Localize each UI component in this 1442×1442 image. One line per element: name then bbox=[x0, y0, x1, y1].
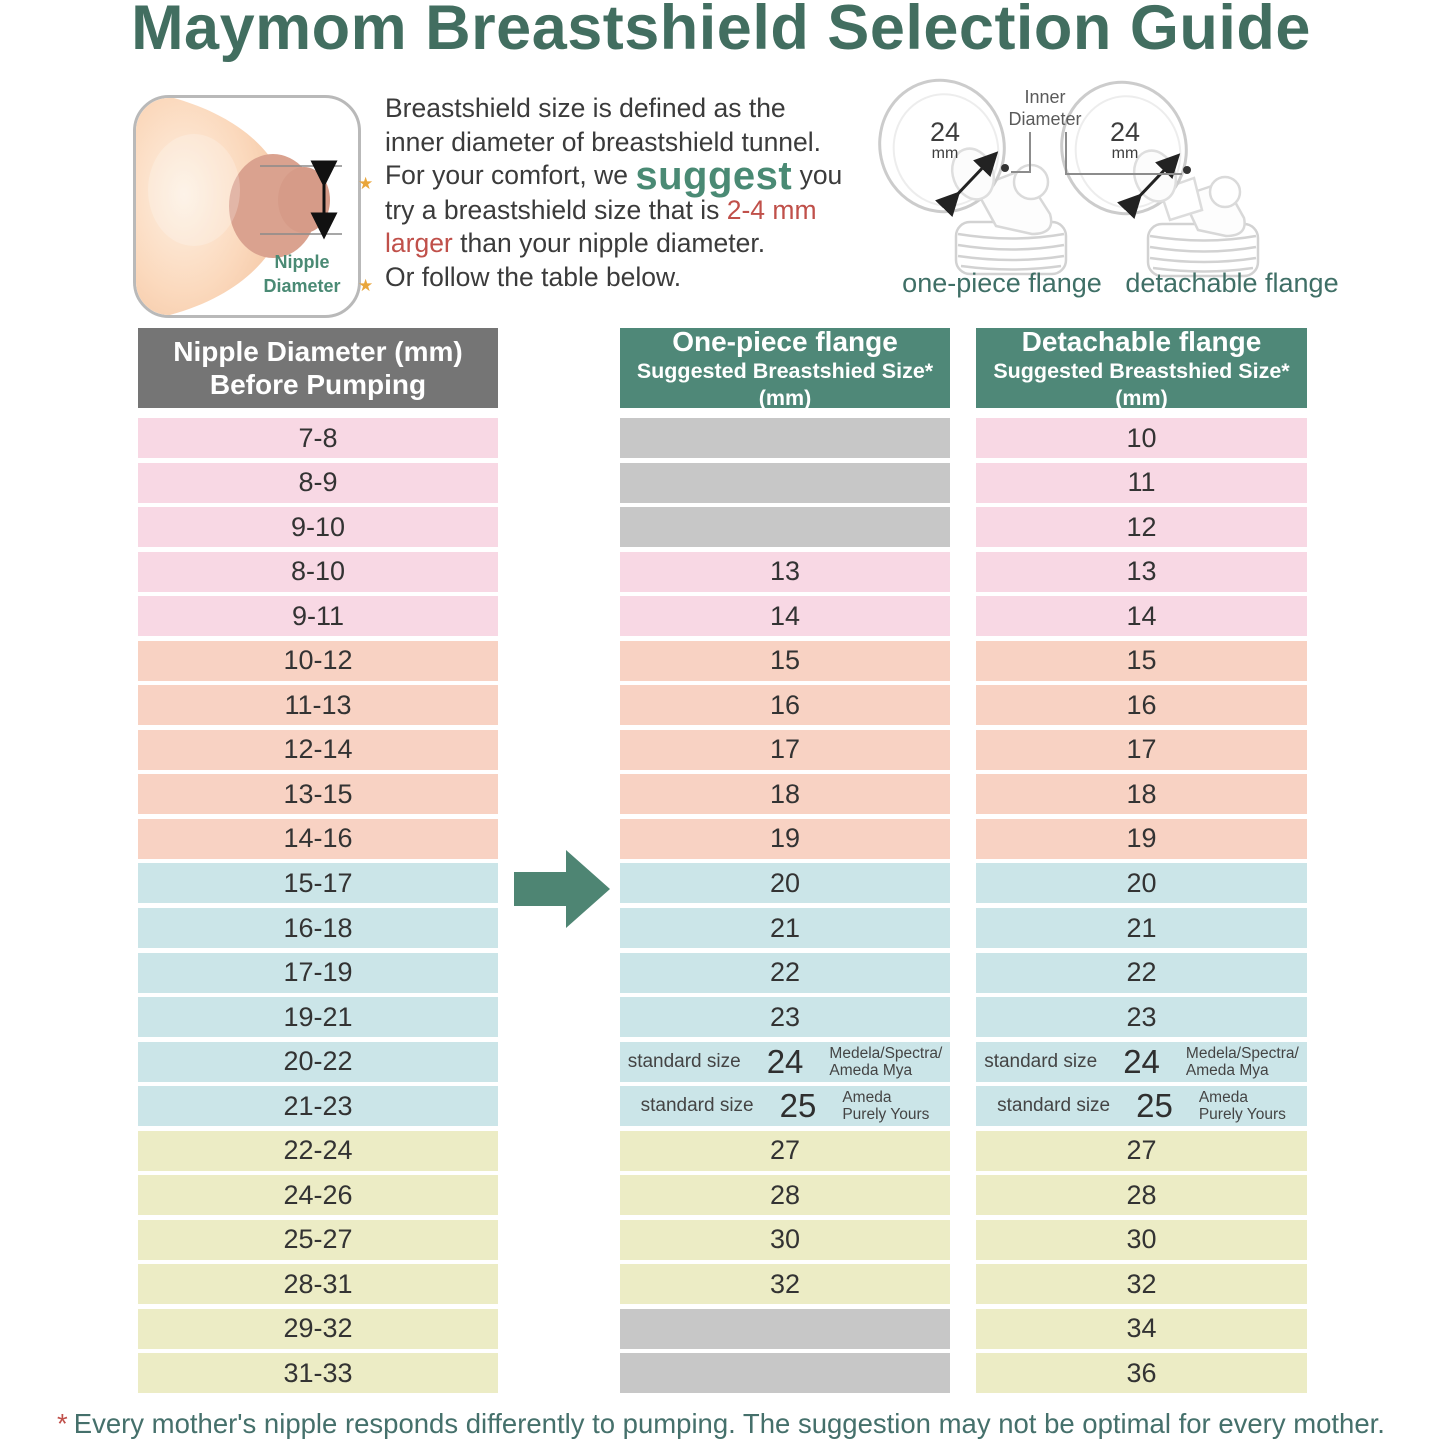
star-icon: ★ bbox=[358, 275, 374, 295]
table-row bbox=[138, 1264, 1327, 1304]
size-value: 24 bbox=[1123, 1042, 1160, 1080]
table-row bbox=[138, 1042, 1327, 1082]
table-row bbox=[138, 819, 1327, 859]
nipple-shape bbox=[278, 167, 330, 233]
intro-line-2: inner diameter of breastshield tunnel. bbox=[385, 126, 822, 157]
detachable-size-cell: 21 bbox=[976, 908, 1307, 948]
detachable-size-cell: 17 bbox=[976, 730, 1307, 770]
one-piece-size-cell: 18 bbox=[620, 774, 950, 814]
one-piece-size-cell-empty bbox=[620, 1353, 950, 1393]
detachable-size-cell: 23 bbox=[976, 997, 1307, 1037]
brand-note: Medela/Spectra/ Ameda Mya bbox=[1185, 1044, 1299, 1079]
nipple-range-cell: 16-18 bbox=[138, 908, 498, 948]
table-row bbox=[138, 1175, 1327, 1215]
detachable-size-cell: 12 bbox=[976, 507, 1307, 547]
nipple-range-cell: 8-10 bbox=[138, 552, 498, 592]
detachable-size-cell: 28 bbox=[976, 1175, 1307, 1215]
intro-bullet-2 bbox=[358, 261, 895, 295]
header-detachable-flange: Detachable flange Suggested Breastshied Size*(mm) bbox=[976, 328, 1307, 408]
one-piece-size-cell: 13 bbox=[620, 552, 950, 592]
header-nipple-diameter: Nipple Diameter (mm) Before Pumping bbox=[138, 328, 498, 408]
detachable-size-cell: 32 bbox=[976, 1264, 1307, 1304]
detachable-size-cell: 13 bbox=[976, 552, 1307, 592]
breast-illustration bbox=[136, 98, 358, 315]
size-value: 24 bbox=[766, 1042, 804, 1080]
right-arrow-icon bbox=[514, 848, 610, 930]
detachable-size-cell: 16 bbox=[976, 685, 1307, 725]
nipple-range-cell: 7-8 bbox=[138, 418, 498, 458]
table-row bbox=[138, 641, 1327, 681]
detachable-size-cell: 30 bbox=[976, 1220, 1307, 1260]
nipple-range-cell: 9-10 bbox=[138, 507, 498, 547]
table-row bbox=[138, 774, 1327, 814]
line5-post: than your nipple diameter. bbox=[452, 228, 766, 258]
intro-line-1: Breastshield size is defined as the bbox=[385, 93, 786, 123]
table-row bbox=[138, 507, 1327, 547]
one-piece-size-cell-empty bbox=[620, 418, 950, 458]
nipple-diameter-diagram bbox=[133, 95, 361, 318]
one-piece-size-cell-empty bbox=[620, 507, 950, 547]
detachable-size-cell: 11 bbox=[976, 463, 1307, 503]
table-row bbox=[138, 1220, 1327, 1260]
one-piece-size-cell: 17 bbox=[620, 730, 950, 770]
one-piece-size-label: 24 mm bbox=[929, 117, 961, 162]
table-row bbox=[138, 1309, 1327, 1349]
detachable-size-cell: 19 bbox=[976, 819, 1307, 859]
nipple-range-cell: 13-15 bbox=[138, 774, 498, 814]
bullet1-post: you bbox=[792, 160, 843, 190]
detachable-size-cell bbox=[976, 1086, 1307, 1126]
line5-highlight: larger bbox=[385, 228, 453, 258]
nipple-range-cell: 22-24 bbox=[138, 1131, 498, 1171]
one-piece-size-cell-empty bbox=[620, 463, 950, 503]
table-row bbox=[138, 418, 1327, 458]
table-row bbox=[138, 685, 1327, 725]
one-piece-size-cell: 15 bbox=[620, 641, 950, 681]
detachable-size-cell: 20 bbox=[976, 863, 1307, 903]
nipple-range-cell: 21-23 bbox=[138, 1086, 498, 1126]
diagram-label-line2: Diameter bbox=[263, 276, 341, 296]
one-piece-size-cell bbox=[620, 1042, 950, 1082]
table-row bbox=[138, 552, 1327, 592]
one-piece-size-cell-empty bbox=[620, 1309, 950, 1349]
footnote bbox=[0, 1408, 1442, 1440]
standard-size-label: standard size bbox=[640, 1095, 754, 1117]
highlight bbox=[148, 134, 240, 246]
nipple-range-cell: 31-33 bbox=[138, 1353, 498, 1393]
detachable-size-label: 24 mm bbox=[1109, 117, 1141, 162]
standard-size-label: standard size bbox=[997, 1095, 1111, 1117]
nipple-range-cell: 10-12 bbox=[138, 641, 498, 681]
bullet2-text: Or follow the table below. bbox=[385, 261, 682, 292]
table-row bbox=[138, 596, 1327, 636]
detachable-flange-caption: detachable flange bbox=[1125, 268, 1339, 298]
nipple-range-cell: 9-11 bbox=[138, 596, 498, 636]
one-piece-size-cell: 30 bbox=[620, 1220, 950, 1260]
detachable-size-cell: 27 bbox=[976, 1131, 1307, 1171]
detachable-size-cell: 18 bbox=[976, 774, 1307, 814]
detachable-size-cell: 22 bbox=[976, 953, 1307, 993]
intro-line-5 bbox=[385, 227, 895, 261]
table-row bbox=[138, 953, 1327, 993]
brand-note: Ameda Purely Yours bbox=[1198, 1089, 1286, 1124]
detachable-size-cell: 14 bbox=[976, 596, 1307, 636]
nipple-range-cell: 28-31 bbox=[138, 1264, 498, 1304]
table-row bbox=[138, 1353, 1327, 1393]
detachable-size-cell: 36 bbox=[976, 1353, 1307, 1393]
detachable-size-cell bbox=[976, 1042, 1307, 1082]
table-row bbox=[138, 730, 1327, 770]
one-piece-size-cell: 14 bbox=[620, 596, 950, 636]
table-row bbox=[138, 1131, 1327, 1171]
nipple-range-cell: 14-16 bbox=[138, 819, 498, 859]
one-piece-size-cell: 19 bbox=[620, 819, 950, 859]
size-value: 25 bbox=[779, 1087, 817, 1125]
one-piece-size-cell: 28 bbox=[620, 1175, 950, 1215]
one-piece-size-cell: 22 bbox=[620, 953, 950, 993]
nipple-range-cell: 8-9 bbox=[138, 463, 498, 503]
intro-text bbox=[358, 92, 895, 295]
table-row bbox=[138, 908, 1327, 948]
size-value: 25 bbox=[1136, 1087, 1173, 1125]
one-piece-size-cell: 23 bbox=[620, 997, 950, 1037]
page-title: Maymom Breastshield Selection Guide bbox=[131, 0, 1311, 63]
intro-bullet-1 bbox=[358, 154, 895, 198]
table-row bbox=[138, 463, 1327, 503]
one-piece-size-cell: 21 bbox=[620, 908, 950, 948]
one-piece-size-cell: 16 bbox=[620, 685, 950, 725]
one-piece-size-cell: 27 bbox=[620, 1131, 950, 1171]
footnote-text: Every mother's nipple responds differently to pumping. The suggestion may not be optimal for every mother. bbox=[73, 1408, 1385, 1439]
suggest-word: suggest bbox=[635, 154, 793, 198]
one-piece-size-cell: 32 bbox=[620, 1264, 950, 1304]
nipple-range-cell: 25-27 bbox=[138, 1220, 498, 1260]
one-piece-size-cell: 20 bbox=[620, 863, 950, 903]
table-row bbox=[138, 997, 1327, 1037]
nipple-range-cell: 15-17 bbox=[138, 863, 498, 903]
line4-highlight: 2-4 mm bbox=[726, 194, 817, 225]
brand-note: Medela/Spectra/ Ameda Mya bbox=[829, 1044, 943, 1079]
standard-size-label: standard size bbox=[627, 1050, 741, 1072]
one-piece-flange-caption: one-piece flange bbox=[902, 268, 1102, 298]
nipple-range-cell: 24-26 bbox=[138, 1175, 498, 1215]
detachable-size-cell: 34 bbox=[976, 1309, 1307, 1349]
diagram-label-line1: Nipple bbox=[274, 252, 330, 272]
nipple-range-cell: 29-32 bbox=[138, 1309, 498, 1349]
star-icon: ★ bbox=[358, 174, 374, 193]
intro-line-4 bbox=[385, 194, 895, 228]
detachable-size-cell: 15 bbox=[976, 641, 1307, 681]
header-one-piece-flange: One-piece flange Suggested Breastshied Size*(mm) bbox=[620, 328, 950, 408]
nipple-range-cell: 12-14 bbox=[138, 730, 498, 770]
nipple-range-cell: 11-13 bbox=[138, 685, 498, 725]
one-piece-size-cell bbox=[620, 1086, 950, 1126]
standard-size-label: standard size bbox=[984, 1050, 1098, 1072]
table-row bbox=[138, 863, 1327, 903]
table-row bbox=[138, 1086, 1327, 1126]
line4-pre: try a breastshield size that is bbox=[385, 194, 727, 225]
nipple-range-cell: 20-22 bbox=[138, 1042, 498, 1082]
inner-diameter-label: Inner Diameter bbox=[1008, 87, 1082, 129]
table-rows bbox=[138, 418, 1327, 1398]
bullet1-pre: For your comfort, we bbox=[385, 160, 636, 190]
footnote-asterisk: * bbox=[57, 1408, 68, 1439]
brand-note: Ameda Purely Yours bbox=[842, 1089, 930, 1124]
nipple-range-cell: 17-19 bbox=[138, 953, 498, 993]
detachable-size-cell: 10 bbox=[976, 418, 1307, 458]
nipple-range-cell: 19-21 bbox=[138, 997, 498, 1037]
